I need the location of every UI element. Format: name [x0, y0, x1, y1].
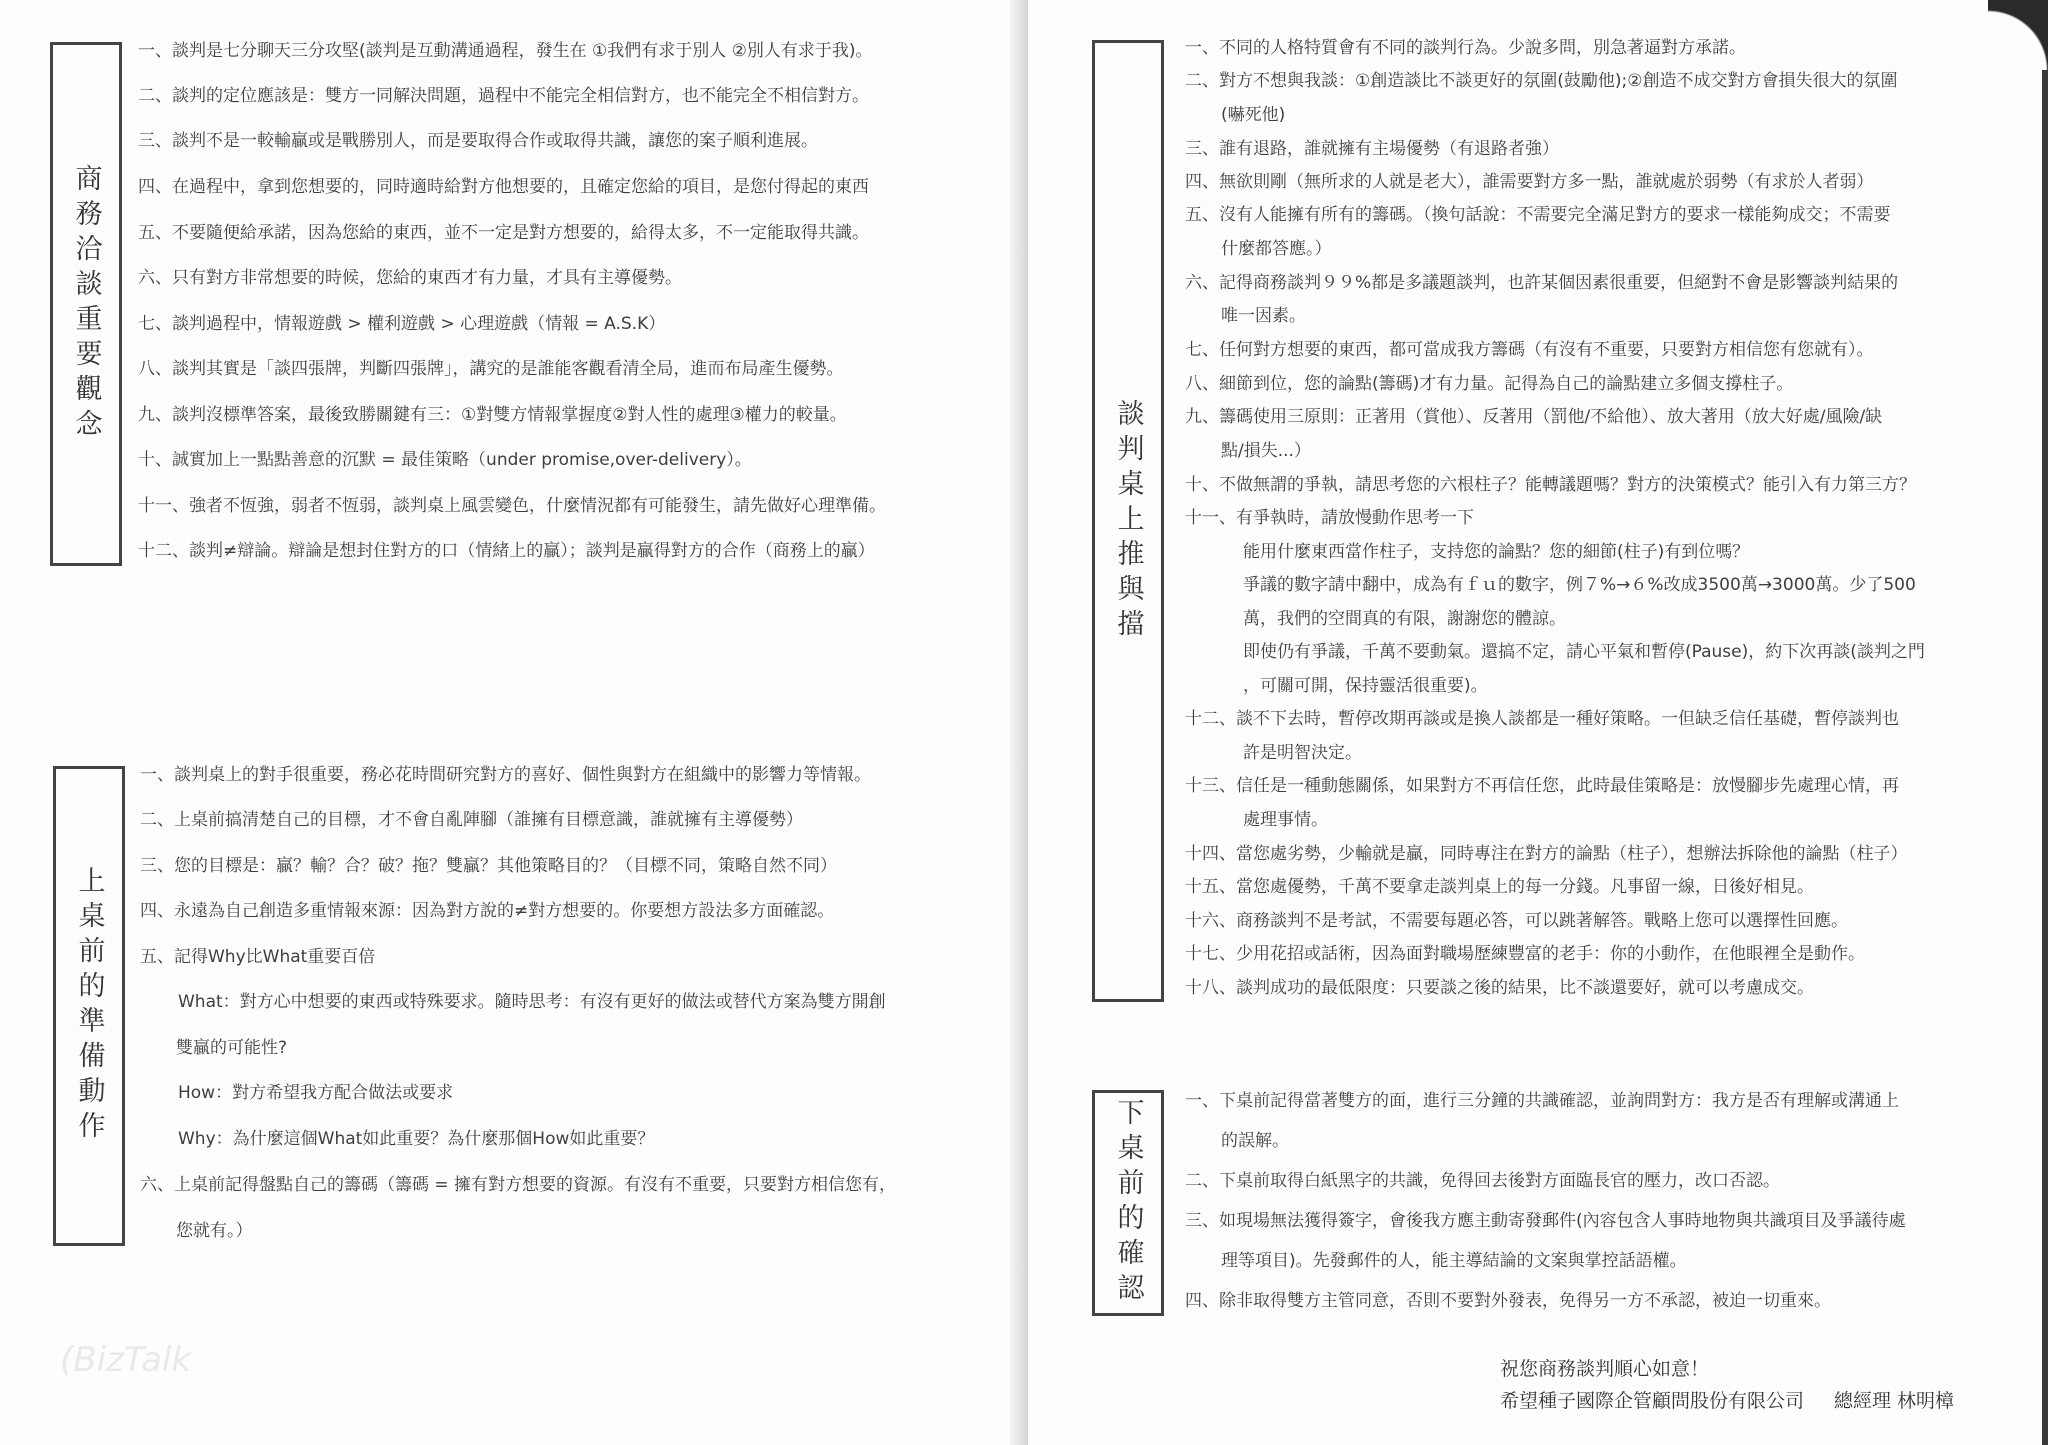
list-item: 六、記得商務談判９９%都是多議題談判，也許某個因素很重要，但絕對不會是影響談判結果的 — [1185, 273, 1899, 293]
section-title: 談判桌上推與擋 — [1112, 398, 1144, 644]
list-item: 三、談判不是一較輸贏或是戰勝別人，而是要取得合作或取得共識，讓您的案子順利進展。 — [138, 131, 818, 151]
list-item: 處理事情。 — [1243, 810, 1328, 830]
list-item: 十、誠實加上一點點善意的沉默 = 最佳策略（under promise,over-delivery）。 — [138, 450, 752, 470]
section-title: 上桌前的準備動作 — [73, 866, 105, 1146]
list-item: 三、您的目標是：贏？輸？合？破？拖？雙贏？其他策略目的？（目標不同，策略自然不同） — [140, 856, 837, 876]
list-item: 二、對方不想與我談：①創造談比不談更好的氛圍(鼓勵他);②創造不成交對方會損失很大的氛圍 — [1185, 71, 1898, 91]
left-page — [0, 0, 1020, 1445]
closing-wish: 祝您商務談判順心如意！ — [1500, 1358, 1710, 1380]
list-item: 一、談判是七分聊天三分攻堅(談判是互動溝通過程，發生在 ①我們有求于別人 ②別人有求于我)。 — [138, 41, 873, 61]
list-item: 雙贏的可能性? — [176, 1038, 288, 1058]
list-item: 十八、談判成功的最低限度：只要談之後的結果，比不談還要好，就可以考慮成交。 — [1185, 978, 1814, 998]
list-item: 一、談判桌上的對手很重要，務必花時間研究對方的喜好、個性與對方在組織中的影響力等情報。 — [140, 765, 871, 785]
list-item: ，可關可開，保持靈活很重要)。 — [1243, 676, 1488, 696]
list-item: 一、下桌前記得當著雙方的面，進行三分鐘的共識確認，並詢問對方：我方是否有理解或溝通上 — [1185, 1091, 1899, 1111]
list-item: 七、任何對方想要的東西，都可當成我方籌碼（有沒有不重要，只要對方相信您有您就有）。 — [1185, 340, 1874, 360]
list-item: 能用什麼東西當作柱子，支持您的論點？您的細節(柱子)有到位嗎？ — [1243, 542, 1750, 562]
closing-signature: 總經理 林明樟 — [1834, 1390, 1955, 1412]
list-item: 四、在過程中，拿到您想要的，同時適時給對方他想要的，且確定您給的項目，是您付得起的東西 — [138, 177, 869, 197]
list-item: 四、永遠為自己創造多重情報來源：因為對方說的≠對方想要的。你要想方設法多方面確認。 — [140, 901, 835, 921]
list-item: 點/損失...） — [1221, 441, 1311, 461]
list-item: 八、細節到位，您的論點(籌碼)才有力量。記得為自己的論點建立多個支撐柱子。 — [1185, 374, 1794, 394]
list-item: 五、記得Why比What重要百倍 — [140, 947, 376, 967]
list-item: 您就有。） — [176, 1221, 253, 1241]
list-item: 唯一因素。 — [1221, 306, 1306, 326]
section-title: 商務洽談重要觀念 — [70, 164, 102, 444]
list-item: 一、不同的人格特質會有不同的談判行為。少說多問，別急著逼對方承諾。 — [1185, 38, 1746, 58]
list-item: 七、談判過程中，情報遊戲 > 權利遊戲 > 心理遊戲（情報 = A.S.K） — [138, 314, 666, 334]
list-item: 十三、信任是一種動態關係，如果對方不再信任您，此時最佳策略是：放慢腳步先處理心情，再 — [1185, 776, 1899, 796]
section-label-box — [53, 766, 125, 1246]
closing-company: 希望種子國際企管顧問股份有限公司 — [1500, 1390, 1805, 1412]
list-item: 萬，我們的空間真的有限，謝謝您的體諒。 — [1243, 609, 1566, 629]
list-item: 九、談判沒標準答案，最後致勝關鍵有三：①對雙方情報掌握度②對人性的處理③權力的較量。 — [138, 405, 847, 425]
list-item: 十二、談不下去時，暫停改期再談或是換人談都是一種好策略。一但缺乏信任基礎，暫停談判也 — [1185, 709, 1899, 729]
watermark-logo: (BizTalk — [60, 1340, 192, 1380]
list-item: 即使仍有爭議，千萬不要動氣。還搞不定，請心平氣和暫停(Pause)，約下次再談(談判之門 — [1243, 642, 1925, 662]
list-item: 的誤解。 — [1221, 1131, 1289, 1151]
right-page — [1028, 0, 2048, 1445]
section-label-box — [1092, 1090, 1164, 1316]
list-item: 十、不做無謂的爭執，請思考您的六根柱子？能轉議題嗎？對方的決策模式？能引入有力第三方？ — [1185, 475, 1916, 495]
list-item: 五、沒有人能擁有所有的籌碼。（換句話說：不需要完全滿足對方的要求一樣能夠成交；不需要 — [1185, 205, 1891, 225]
page-corner-shadow — [1988, 0, 2048, 70]
list-item: 六、只有對方非常想要的時候，您給的東西才有力量，才具有主導優勢。 — [138, 268, 682, 288]
list-item: (嚇死他) — [1221, 105, 1286, 125]
list-item: Why：為什麼這個What如此重要？為什麼那個How如此重要？ — [178, 1129, 655, 1149]
list-item: 十二、談判≠辯論。辯論是想封住對方的口（情緒上的贏）；談判是贏得對方的合作（商務上的贏） — [138, 541, 875, 561]
list-item: 二、下桌前取得白紙黑字的共識，免得回去後對方面臨長官的壓力，改口否認。 — [1185, 1171, 1780, 1191]
list-item: 九、籌碼使用三原則：正著用（賞他）、反著用（罰他/不給他）、放大著用（放大好處/風險/缺 — [1185, 407, 1883, 427]
list-item: 四、除非取得雙方主管同意，否則不要對外發表，免得另一方不承認，被迫一切重來。 — [1185, 1291, 1831, 1311]
list-item: 爭議的數字請中翻中，成為有ｆｕ的數字，例７%→６%改成3500萬→3000萬。少了500 — [1243, 575, 1916, 595]
list-item: How：對方希望我方配合做法或要求 — [178, 1083, 454, 1103]
page-edge-shadow — [2042, 70, 2048, 1445]
list-item: 六、上桌前記得盤點自己的籌碼（籌碼 = 擁有對方想要的資源。有沒有不重要，只要對方相信您有， — [140, 1175, 897, 1195]
list-item: 五、不要隨便給承諾，因為您給的東西，並不一定是對方想要的，給得太多，不一定能取得共識。 — [138, 223, 869, 243]
list-item: 二、談判的定位應該是：雙方一同解決問題，過程中不能完全相信對方，也不能完全不相信對方。 — [138, 86, 869, 106]
list-item: 十五、當您處優勢，千萬不要拿走談判桌上的每一分錢。凡事留一線，日後好相見。 — [1185, 877, 1814, 897]
list-item: What：對方心中想要的東西或特殊要求。隨時思考：有沒有更好的做法或替代方案為雙方開創 — [178, 992, 886, 1012]
section-title: 下桌前的確認 — [1112, 1098, 1144, 1308]
list-item: 四、無欲則剛（無所求的人就是老大），誰需要對方多一點，誰就處於弱勢（有求於人者弱） — [1185, 172, 1874, 192]
list-item: 八、談判其實是「談四張牌，判斷四張牌」，講究的是誰能客觀看清全局，進而布局產生優勢。 — [138, 359, 844, 379]
list-item: 十一、強者不恆強，弱者不恆弱，談判桌上風雲變色，什麼情況都有可能發生，請先做好心理準備。 — [138, 496, 886, 516]
list-item: 什麼都答應。） — [1221, 239, 1332, 259]
list-item: 十六、商務談判不是考試，不需要每題必答，可以跳著解答。戰略上您可以選擇性回應。 — [1185, 911, 1848, 931]
list-item: 十一、有爭執時，請放慢動作思考一下 — [1185, 508, 1474, 528]
list-item: 二、上桌前搞清楚自己的目標，才不會自亂陣腳（誰擁有目標意識，誰就擁有主導優勢） — [140, 810, 803, 830]
section-label-box — [1092, 40, 1164, 1002]
list-item: 理等項目)。先發郵件的人，能主導結論的文案與掌控話語權。 — [1221, 1251, 1687, 1271]
list-item: 三、誰有退路，誰就擁有主場優勢（有退路者強） — [1185, 139, 1559, 159]
list-item: 三、如現場無法獲得簽字，會後我方應主動寄發郵件(內容包含人事時地物與共識項目及爭議待處 — [1185, 1211, 1906, 1231]
list-item: 許是明智決定。 — [1243, 743, 1362, 763]
list-item: 十四、當您處劣勢，少輸就是贏，同時專注在對方的論點（柱子），想辦法拆除他的論點（柱子） — [1185, 844, 1908, 864]
section-label-box — [50, 42, 122, 566]
list-item: 十七、少用花招或話術，因為面對職場歷練豐富的老手：你的小動作，在他眼裡全是動作。 — [1185, 944, 1865, 964]
